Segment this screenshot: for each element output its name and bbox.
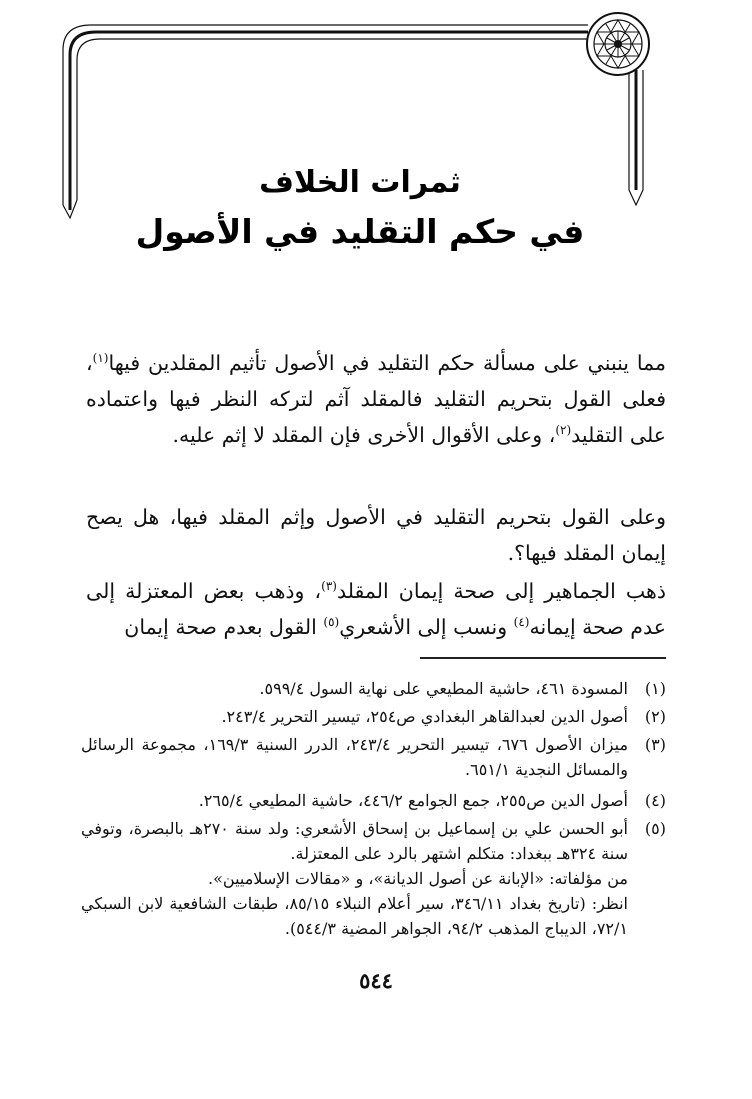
- paragraph-text: مما ينبني على مسألة حكم التقليد في الأصول تأثيم المقلدين فيها: [108, 351, 666, 375]
- footnote-number: (٤): [644, 791, 666, 810]
- footnote-text: انظر: (تاريخ بغداد ٣٤٦/١١، سير أعلام النبلاء ٨٥/١٥، طبقات الشافعية لابن السبكي ٧٢/١، الديباج المذهب ٩٤/٢، الجواهر المضية ٥٤٤/٣).: [81, 894, 629, 938]
- footnote-text: أصول الدين ص٢٥٥، جمع الجوامع ٤٤٦/٢، حاشية المطيعي ٢٦٥/٤.: [198, 791, 628, 810]
- paragraph-text: ، فعلى القول بتحريم التقليد فالمقلد آثم لتركه النظر فيها واعتماده على التقليد: [86, 351, 666, 447]
- decorative-frame: [0, 0, 752, 300]
- paragraph-text: ، وذهب بعض المعتزلة إلى عدم صحة إيمانه: [86, 579, 666, 639]
- footnote-ref[interactable]: (١): [92, 351, 109, 366]
- footnote-text: أصول الدين لعبدالقاهر البغدادي ص٢٥٤، تيسير التحرير ٢٤٣/٤.: [221, 707, 628, 726]
- footnote-text: المسودة ٤٦١، حاشية المطيعي على نهاية السول ٥٩٩/٤.: [259, 679, 628, 698]
- paragraph-text: القول بعدم صحة إيمان: [124, 615, 324, 639]
- footnote-5: [81, 816, 666, 941]
- footnote-2: [81, 704, 666, 729]
- footnote-number: (٥): [644, 819, 666, 838]
- footnote-ref[interactable]: (٤): [513, 615, 530, 630]
- footnote-text: من مؤلفاته: «الإبانة عن أصول الديانة»، و «مقالات الإسلاميين».: [208, 869, 628, 888]
- chapter-subtitle: في حكم التقليد في الأصول: [135, 212, 585, 251]
- footnote-number: (٣): [644, 735, 666, 754]
- chapter-title: ثمرات الخلاف: [259, 165, 461, 200]
- paragraph-text: ، وعلى الأقوال الأخرى فإن المقلد لا إثم عليه.: [172, 423, 556, 447]
- footnote-ref[interactable]: (٥): [323, 615, 340, 630]
- footnote-1: [81, 676, 666, 701]
- paragraph-text: ذهب الجماهير إلى صحة إيمان المقلد: [336, 579, 666, 603]
- footnote-text: ميزان الأصول ٦٧٦، تيسير التحرير ٢٤٣/٤، الدرر السنية ١٦٩/٣، مجموعة الرسائل والمسائل النجدية ٦٥١/١.: [81, 735, 629, 779]
- footnote-4: [81, 788, 666, 813]
- footnote-3: [81, 732, 666, 782]
- footnote-ref[interactable]: (٣): [321, 579, 337, 594]
- footnote-number: (١): [644, 679, 666, 698]
- ornament-rosette: [587, 13, 649, 75]
- page-number: ٥٤٤: [359, 968, 393, 993]
- footnote-text: أبو الحسن علي بن إسماعيل بن إسحاق الأشعري: ولد سنة ٢٧٠هـ بالبصرة، وتوفي سنة ٣٢٤هـ ببغداد: متكلم اشتهر بالرد على المعتزلة.: [81, 819, 628, 863]
- footnote-divider: [420, 657, 666, 659]
- paragraph-2: وعلى القول بتحريم التقليد في الأصول وإثم المقلد فيها، هل يصح إيمان المقلد فيها؟.: [86, 505, 666, 565]
- paragraph-text: ونسب إلى الأشعري: [339, 615, 514, 639]
- paragraph-3: [86, 573, 666, 645]
- footnote-ref[interactable]: (٢): [555, 423, 572, 438]
- paragraph-1: [86, 345, 666, 453]
- footnote-number: (٢): [644, 707, 666, 726]
